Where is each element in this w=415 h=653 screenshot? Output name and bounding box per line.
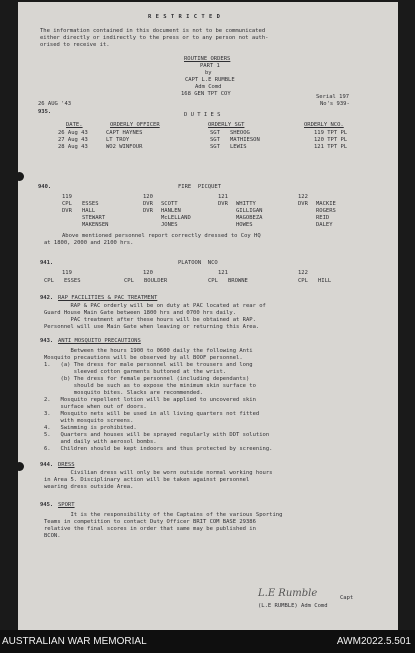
serial-number: Serial 197 [316,94,350,100]
paragraph-line: Civilian dress will only be worn outside normal working hours [44,470,273,476]
section-number: 944. [40,462,54,468]
notice-line: The information contained in this document is not to be communicated [40,28,266,34]
table-cell: LT TROY [106,137,130,143]
platoon-number: 120 [143,270,153,276]
order-date: 26 AUG '43 [38,101,72,107]
table-cell: STEWART [82,215,106,221]
table-cell: 120 TPT PL [314,137,348,143]
table-cell: ROGERS [316,208,336,214]
table-cell: SGT [210,144,220,150]
platoon-number: 122 [298,194,308,200]
paragraph-line: relative the final scores in order that same may be published in [44,526,256,532]
table-cell: 28 Aug 43 [58,144,88,150]
signature-rank: Capt [340,595,354,601]
paragraph-line: should be such as to expose the minimum skin surface to [44,383,256,389]
paragraph-line: Above mentioned personnel report correctly dressed to Coy HQ [62,233,261,239]
paragraph-line: PAC treatment after these hours will be obtained at RAP. [44,317,256,323]
orders-part: PART 1 [200,63,220,69]
table-cell: SGT [210,137,220,143]
table-cell: MATHIESON [230,137,260,143]
platoon-nco-heading: PLATOON NCO [178,260,218,266]
table-cell: ESSES [64,278,81,284]
paragraph-line: Teams in competition to contact Duty Officer BRIT COM BASE 29386 [44,519,256,525]
footer-right-label: AWM2022.5.501 [336,636,411,647]
paragraph-line: Personnel will use Main Gate when leaving or returning this Area. [44,324,260,330]
table-cell: JONES [161,222,178,228]
table-cell: DVR [143,201,153,207]
section-number: 935. [38,109,52,115]
platoon-number: 119 [62,270,72,276]
paragraph-line: 6. Children should be kept indoors and thus protected by screening. [44,446,273,452]
table-cell: DVR [62,208,72,214]
table-cell: 26 Aug 43 [58,130,88,136]
section-number: 945. [40,502,54,508]
paragraph-line: Between the hours 1900 to 0600 daily the following Anti [44,348,253,354]
table-cell: CPL [208,278,218,284]
table-cell: SGT [210,130,220,136]
orders-unit: 168 GEN TPT COY [181,91,231,97]
paragraph-line: mosquito bites. Slacks are recommended. [44,390,203,396]
column-header: ORDERLY NCO. [304,122,344,128]
table-cell: LEWIS [230,144,247,150]
orders-title: ROUTINE ORDERS [184,56,231,62]
rap-heading: RAP FACILITIES & PAC TREATMENT [58,295,158,301]
paragraph-line: 1. (a) The dress for male personnel will be trousers and long [44,362,253,368]
table-cell: ESSES [82,201,99,207]
table-cell: HANLEN [161,208,181,214]
handwritten-signature: L.E Rumble [258,588,318,599]
mosquito-heading: ANTI MOSQUITO PRECAUTIONS [58,338,141,344]
paragraph-line: and daily with aerosol bombs. [44,439,157,445]
paragraph-line: (b) The dress for female personnel (including dependants) [44,376,250,382]
section-number: 942. [40,295,54,301]
punch-hole [18,172,24,181]
table-cell: SHEOOG [230,130,250,136]
table-cell: SCOTT [161,201,178,207]
platoon-number: 121 [218,270,228,276]
table-cell: McLELLAND [161,215,191,221]
paragraph-line: 4. Swimming is prohibited. [44,425,137,431]
paragraph-line: BCON. [44,533,61,539]
security-header: R E S T R I C T E D [148,14,221,20]
column-header: DATE. [66,122,83,128]
duties-heading: D U T I E S [184,112,221,118]
footer-bar [0,630,415,653]
table-cell: HOWES [236,222,253,228]
paragraph-line: with mosquito screens. [44,418,134,424]
table-cell: HALL [82,208,96,214]
table-cell: WHITTY [236,201,256,207]
paragraph-line: wearing dress outside Area. [44,484,134,490]
document-page [18,2,398,630]
column-header: ORDERLY SGT [208,122,245,128]
table-cell: DVR [298,201,308,207]
table-cell: CPL [62,201,72,207]
dress-heading: DRESS [58,462,75,468]
column-header: ORDERLY OFFICER [110,122,160,128]
footer-left-label: AUSTRALIAN WAR MEMORIAL [2,636,147,647]
signature-name: (L.E RUMBLE) Adm Comd [258,603,328,609]
platoon-number: 119 [62,194,72,200]
paragraph-line: Guard House Main Gate between 1800 hrs and 0700 hrs daily. [44,310,237,316]
paragraph-line: in Area 5. Disciplinary action will be taken against personnel [44,477,250,483]
table-cell: REID [316,215,330,221]
paragraph-line: 3. Mosquito nets will be used in all living quarters not fitted [44,411,260,417]
paragraph-line: RAP & PAC orderly will be on duty at PAC located at rear of [44,303,266,309]
table-cell: CPL [124,278,134,284]
paragraph-line: It is the responsibility of the Captains of the various Sporting [44,512,283,518]
table-cell: CPL [44,278,54,284]
paragraph-line: surface when out of doors. [44,404,147,410]
notice-line: orised to receive it. [40,42,110,48]
orders-role: Adm Comd [195,84,222,90]
table-cell: WO2 WINFOUR [106,144,143,150]
orders-by: by [205,70,212,76]
table-cell: DALEY [316,222,333,228]
sport-heading: SPORT [58,502,75,508]
punch-hole [18,462,24,471]
orders-author: CAPT L.E RUMBLE [185,77,235,83]
section-number: 940. [38,184,52,190]
section-number: 943. [40,338,54,344]
table-cell: BROWNE [228,278,248,284]
paragraph-line: 5. Quarters and houses will be sprayed regularly with DDT solution [44,432,270,438]
table-cell: MACKIE [316,201,336,207]
notice-line: either directly or indirectly to the press or to any person not auth- [40,35,269,41]
table-cell: 119 TPT PL [314,130,348,136]
table-cell: MAKENSEN [82,222,109,228]
platoon-number: 121 [218,194,228,200]
section-number: 941. [40,260,54,266]
paragraph-line: at 1800, 2000 and 2100 hrs. [44,240,134,246]
table-cell: BOULDER [144,278,168,284]
table-cell: DVR [143,208,153,214]
paragraph-line: sleeved cotton garments buttoned at the wrist. [44,369,227,375]
platoon-number: 122 [298,270,308,276]
paragraph-line: Mosquito precautions will be observed by all BOOF personnel. [44,355,243,361]
table-cell: 27 Aug 43 [58,137,88,143]
table-cell: MAGOBEZA [236,215,263,221]
table-cell: 121 TPT PL [314,144,348,150]
table-cell: CAPT HAYNES [106,130,143,136]
table-cell: CPL [298,278,308,284]
table-cell: DVR [218,201,228,207]
paragraph-line: 2. Mosquito repellent lotion will be applied to uncovered skin [44,397,256,403]
fire-picquet-heading: FIRE PICQUET [178,184,222,190]
platoon-number: 120 [143,194,153,200]
table-cell: GILLIGAN [236,208,263,214]
order-numbers: No's 939- [320,101,350,107]
table-cell: HILL [318,278,332,284]
